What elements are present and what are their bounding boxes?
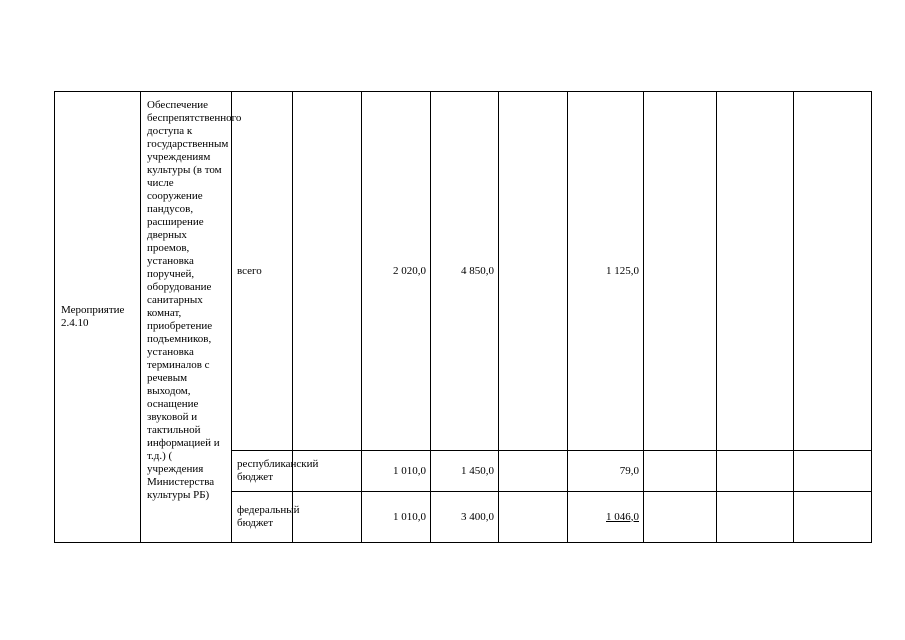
value-cell (568, 492, 644, 543)
funding-source-cell (232, 492, 300, 543)
activity-code: Мероприятие 2.4.10 (61, 304, 125, 329)
value-cell (362, 492, 431, 543)
value: 1 046,0 (606, 510, 639, 523)
value-cell (568, 451, 644, 492)
value-cell (794, 92, 872, 451)
value-cell (717, 492, 794, 543)
value: 1 450,0 (461, 464, 494, 477)
value: 2 020,0 (393, 264, 426, 277)
value: 79,0 (619, 464, 639, 477)
value-cell (293, 92, 362, 451)
value-cell (568, 92, 644, 451)
value: 3 400,0 (461, 510, 494, 523)
value-cell (499, 92, 568, 451)
value-cell (362, 451, 431, 492)
budget-table (54, 91, 872, 543)
activity-description-cell (141, 92, 242, 543)
table-row (55, 92, 872, 451)
value-cell (293, 492, 362, 543)
value-cell (431, 92, 499, 451)
value: 1 125,0 (606, 264, 639, 277)
value-cell (717, 451, 794, 492)
funding-source-cell (232, 92, 293, 451)
value-cell (499, 492, 568, 543)
value-cell (431, 451, 499, 492)
activity-code-cell (55, 92, 141, 543)
value-cell (644, 92, 717, 451)
funding-source: федеральный бюджет (237, 504, 300, 529)
funding-source: всего (237, 264, 262, 277)
value: 1 010,0 (393, 510, 426, 523)
funding-source: республиканский бюджет (237, 458, 319, 483)
value-cell (499, 451, 568, 492)
value: 1 010,0 (393, 464, 426, 477)
value-cell (293, 451, 362, 492)
value-cell (717, 92, 794, 451)
value-cell (794, 492, 872, 543)
value-cell (794, 451, 872, 492)
value: 4 850,0 (461, 264, 494, 277)
value-cell (362, 92, 431, 451)
value-cell (644, 451, 717, 492)
value-cell (431, 492, 499, 543)
value-cell (644, 492, 717, 543)
funding-source-cell (232, 451, 319, 492)
activity-description: Обеспечение беспрепятственного доступа к государственным учреждениям культуры (в том числе сооружение пандусов, расширение дверных проемов, установка поручней, оборудование санитарных комнат, приобретение подъемников, установка терминалов с речевым выходом, оснащение звуковой и тактильной информацией и т.д.) ( учреждения Министерства культуры РБ) (147, 99, 242, 501)
